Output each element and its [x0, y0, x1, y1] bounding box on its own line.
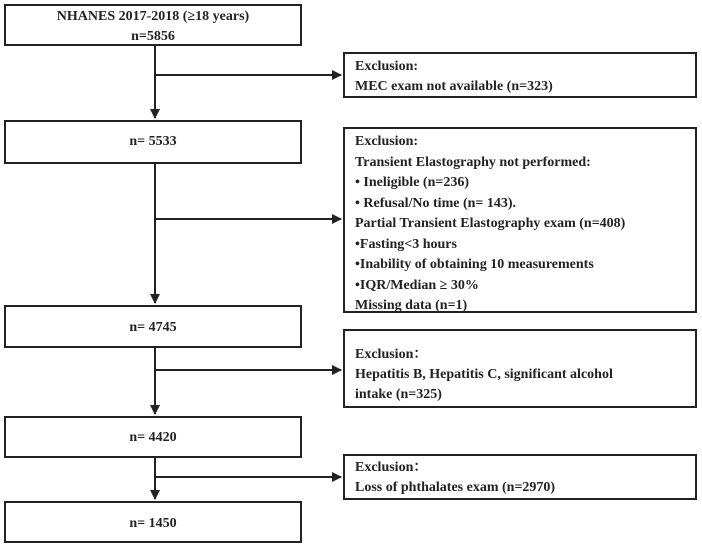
start-count: n=5856	[131, 29, 175, 44]
exclusion-2-line-9: Missing data (n=1)	[355, 298, 468, 313]
exclusion-1-line-1: Exclusion:	[355, 59, 419, 74]
exclusion-box-3	[343, 329, 697, 408]
exclusion-3-line-3: intake (n=325)	[355, 387, 442, 402]
final-count: n= 1450	[129, 516, 177, 531]
exclusion-box-2	[343, 127, 697, 313]
exclusion-2-line-1: Exclusion:	[355, 134, 419, 149]
exclusion-1-line-2: MEC exam not available (n=323)	[355, 79, 553, 94]
exclusion-4-line-2: Loss of phthalates exam (n=2970)	[355, 480, 556, 495]
exclusion-3-line-1: Exclusion：	[355, 347, 428, 362]
exclusion-2-line-8: •IQR/Median ≥ 30%	[355, 277, 479, 293]
step-box-3	[4, 416, 302, 458]
exclusion-2-line-4: • Refusal/No time (n= 143).	[355, 195, 517, 211]
exclusion-box-4	[343, 454, 697, 500]
step-count-2: n= 4745	[129, 320, 177, 335]
step-box-1	[4, 120, 302, 164]
exclusion-2-line-3: • Ineligible (n=236)	[355, 175, 469, 190]
exclusion-4-line-1: Exclusion：	[355, 460, 428, 475]
exclusion-box-1	[343, 52, 697, 98]
exclusion-2-line-5: Partial Transient Elastography exam (n=408)	[355, 216, 626, 231]
step-box-2	[4, 305, 302, 348]
step-count-3: n= 4420	[129, 430, 177, 445]
exclusion-2-line-7: •Inability of obtaining 10 measurements	[355, 257, 594, 272]
exclusion-2-line-6: •Fasting<3 hours	[355, 236, 457, 252]
final-sample-box	[4, 501, 302, 543]
exclusion-2-line-2: Transient Elastography not performed:	[355, 154, 591, 170]
start-population-box	[4, 4, 302, 46]
step-count-1: n= 5533	[129, 134, 177, 149]
start-title: NHANES 2017-2018 (≥18 years)	[56, 9, 250, 24]
exclusion-3-line-2: Hepatitis B, Hepatitis C, significant alcohol	[355, 367, 613, 382]
